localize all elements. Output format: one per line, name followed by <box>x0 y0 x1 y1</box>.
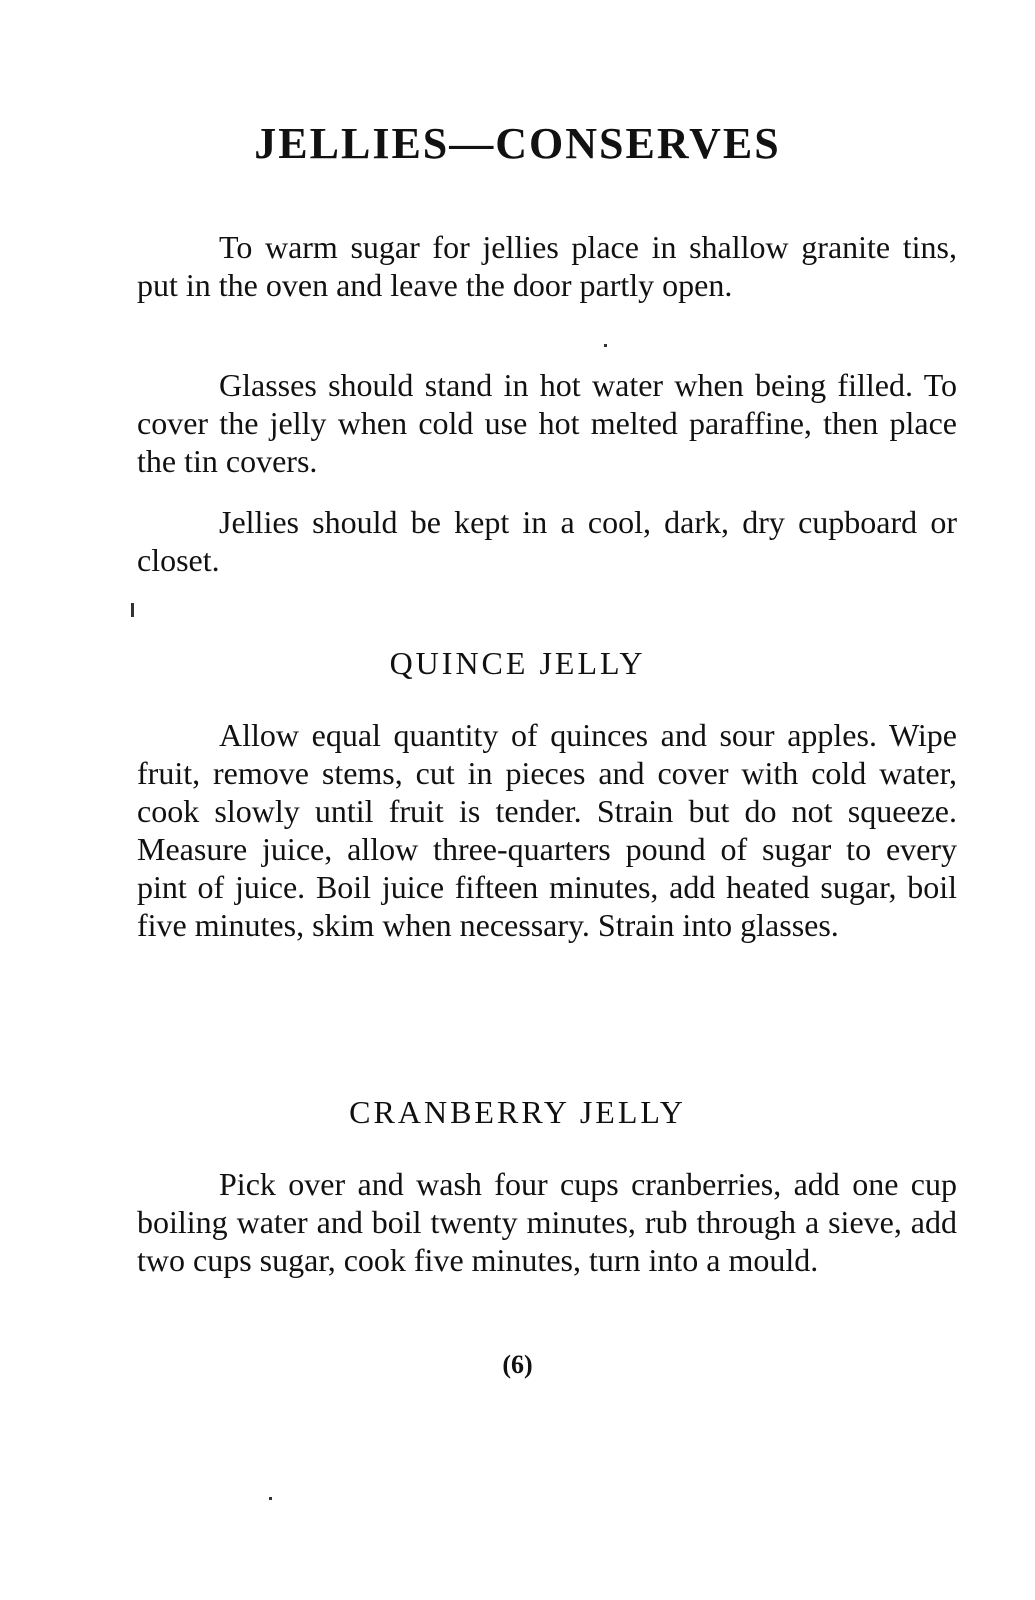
intro-paragraph-warm-sugar: To warm sugar for jellies place in shallow granite tins, put in the oven and leave the door partly open. <box>137 229 957 303</box>
page-title: JELLIES—CONSERVES <box>254 119 781 168</box>
recipe-heading-cranberry-jelly: CRANBERRY JELLY <box>349 1094 686 1130</box>
recipe-heading-quince-jelly: QUINCE JELLY <box>389 645 646 681</box>
recipe-text-quince-jelly: Allow equal quantity of quinces and sour apples. Wipe fruit, remove stems, cut in pieces and cover with cold water, cook slowly until fruit is tender. Strain but do not squeeze. Measure juice, allow three-quarters pound of sugar to every pint of juice. Boil juice fifteen minutes, add heated sugar, boil five minutes, skim when necessary. Strain into glasses. <box>137 717 957 943</box>
page-number: (6) <box>502 1350 533 1379</box>
print-speck <box>269 1497 272 1500</box>
print-speck <box>131 603 134 617</box>
recipe-text-cranberry-jelly: Pick over and wash four cups cranberries, add one cup boiling water and boil twenty minutes, rub through a sieve, add two cups sugar, cook five minutes, turn into a mould. <box>137 1166 957 1278</box>
intro-paragraph-glasses: Glasses should stand in hot water when being filled. To cover the jelly when cold use hot melted paraffine, then place the tin covers. <box>137 367 957 479</box>
intro-paragraph-storage: Jellies should be kept in a cool, dark, dry cupboard or closet. <box>137 504 957 578</box>
print-speck <box>604 344 607 347</box>
